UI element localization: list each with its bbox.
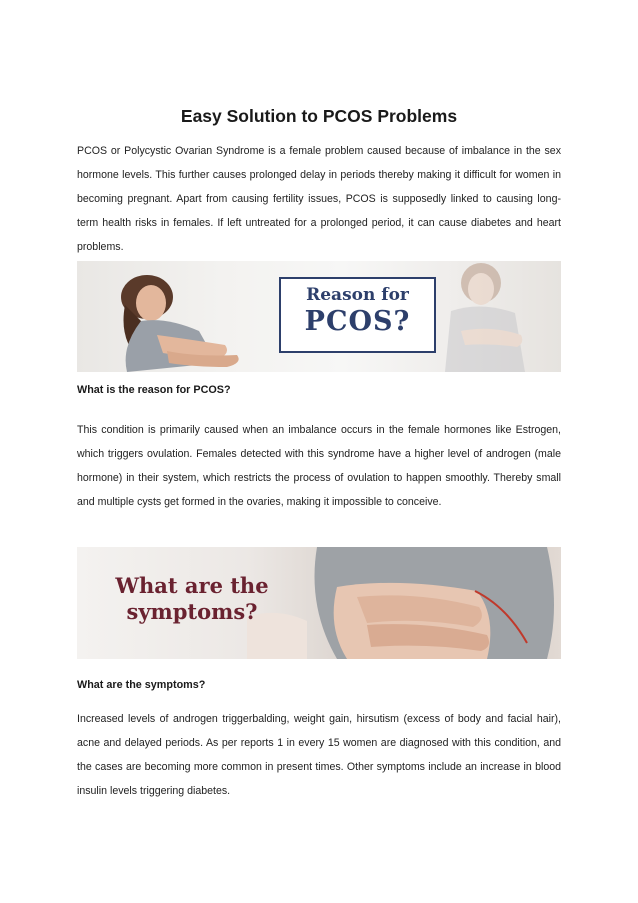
section-heading-symptoms: What are the symptoms?	[77, 679, 206, 691]
intro-paragraph: PCOS or Polycystic Ovarian Syndrome is a female problem caused because of imbalance in the sex hormone levels. This further causes prolonged delay in periods thereby making it difficult for women in becoming pregnant. Apart from causing fertility issues, PCOS is supposedly linked to causing long-term health risks in females. If left untreated for a prolonged period, it can cause diabetes and heart problems.	[77, 145, 561, 253]
section-paragraph-symptoms: Increased levels of androgen triggerbalding, weight gain, hirsutism (excess of body and facial hair), acne and delayed periods. As per reports 1 in every 15 women are diagnosed with this condition, and the cases are becoming more common in present times. Other symptoms include an increase in blood insulin levels triggering diabetes.	[77, 713, 561, 797]
woman-background-illustration	[421, 261, 561, 372]
what-are-the-text: What are the	[115, 573, 269, 598]
section-paragraph-reason: This condition is primarily caused when an imbalance occurs in the female hormones like Estrogen, which triggers ovulation. Females detected with this syndrome have a higher level of androgen (male hormone) in their system, which restricts the process of ovulation to happen smoothly. Thereby small and multiple cysts get formed in the ovaries, making it impossible to conceive.	[77, 424, 561, 508]
symptoms-question-text: symptoms?	[126, 599, 258, 624]
symptoms-label	[107, 573, 277, 625]
reason-for-pcos-image	[77, 261, 561, 372]
page-title: Easy Solution to PCOS Problems	[180, 106, 458, 126]
woman-holding-stomach-illustration	[107, 267, 257, 372]
symptoms-image	[77, 547, 561, 659]
pcos-question-text: PCOS?	[304, 306, 411, 337]
hands-on-stomach-illustration	[247, 547, 561, 659]
section-heading-reason: What is the reason for PCOS?	[77, 384, 231, 396]
reason-for-text: Reason for	[306, 285, 409, 305]
reason-for-pcos-label	[279, 277, 436, 353]
